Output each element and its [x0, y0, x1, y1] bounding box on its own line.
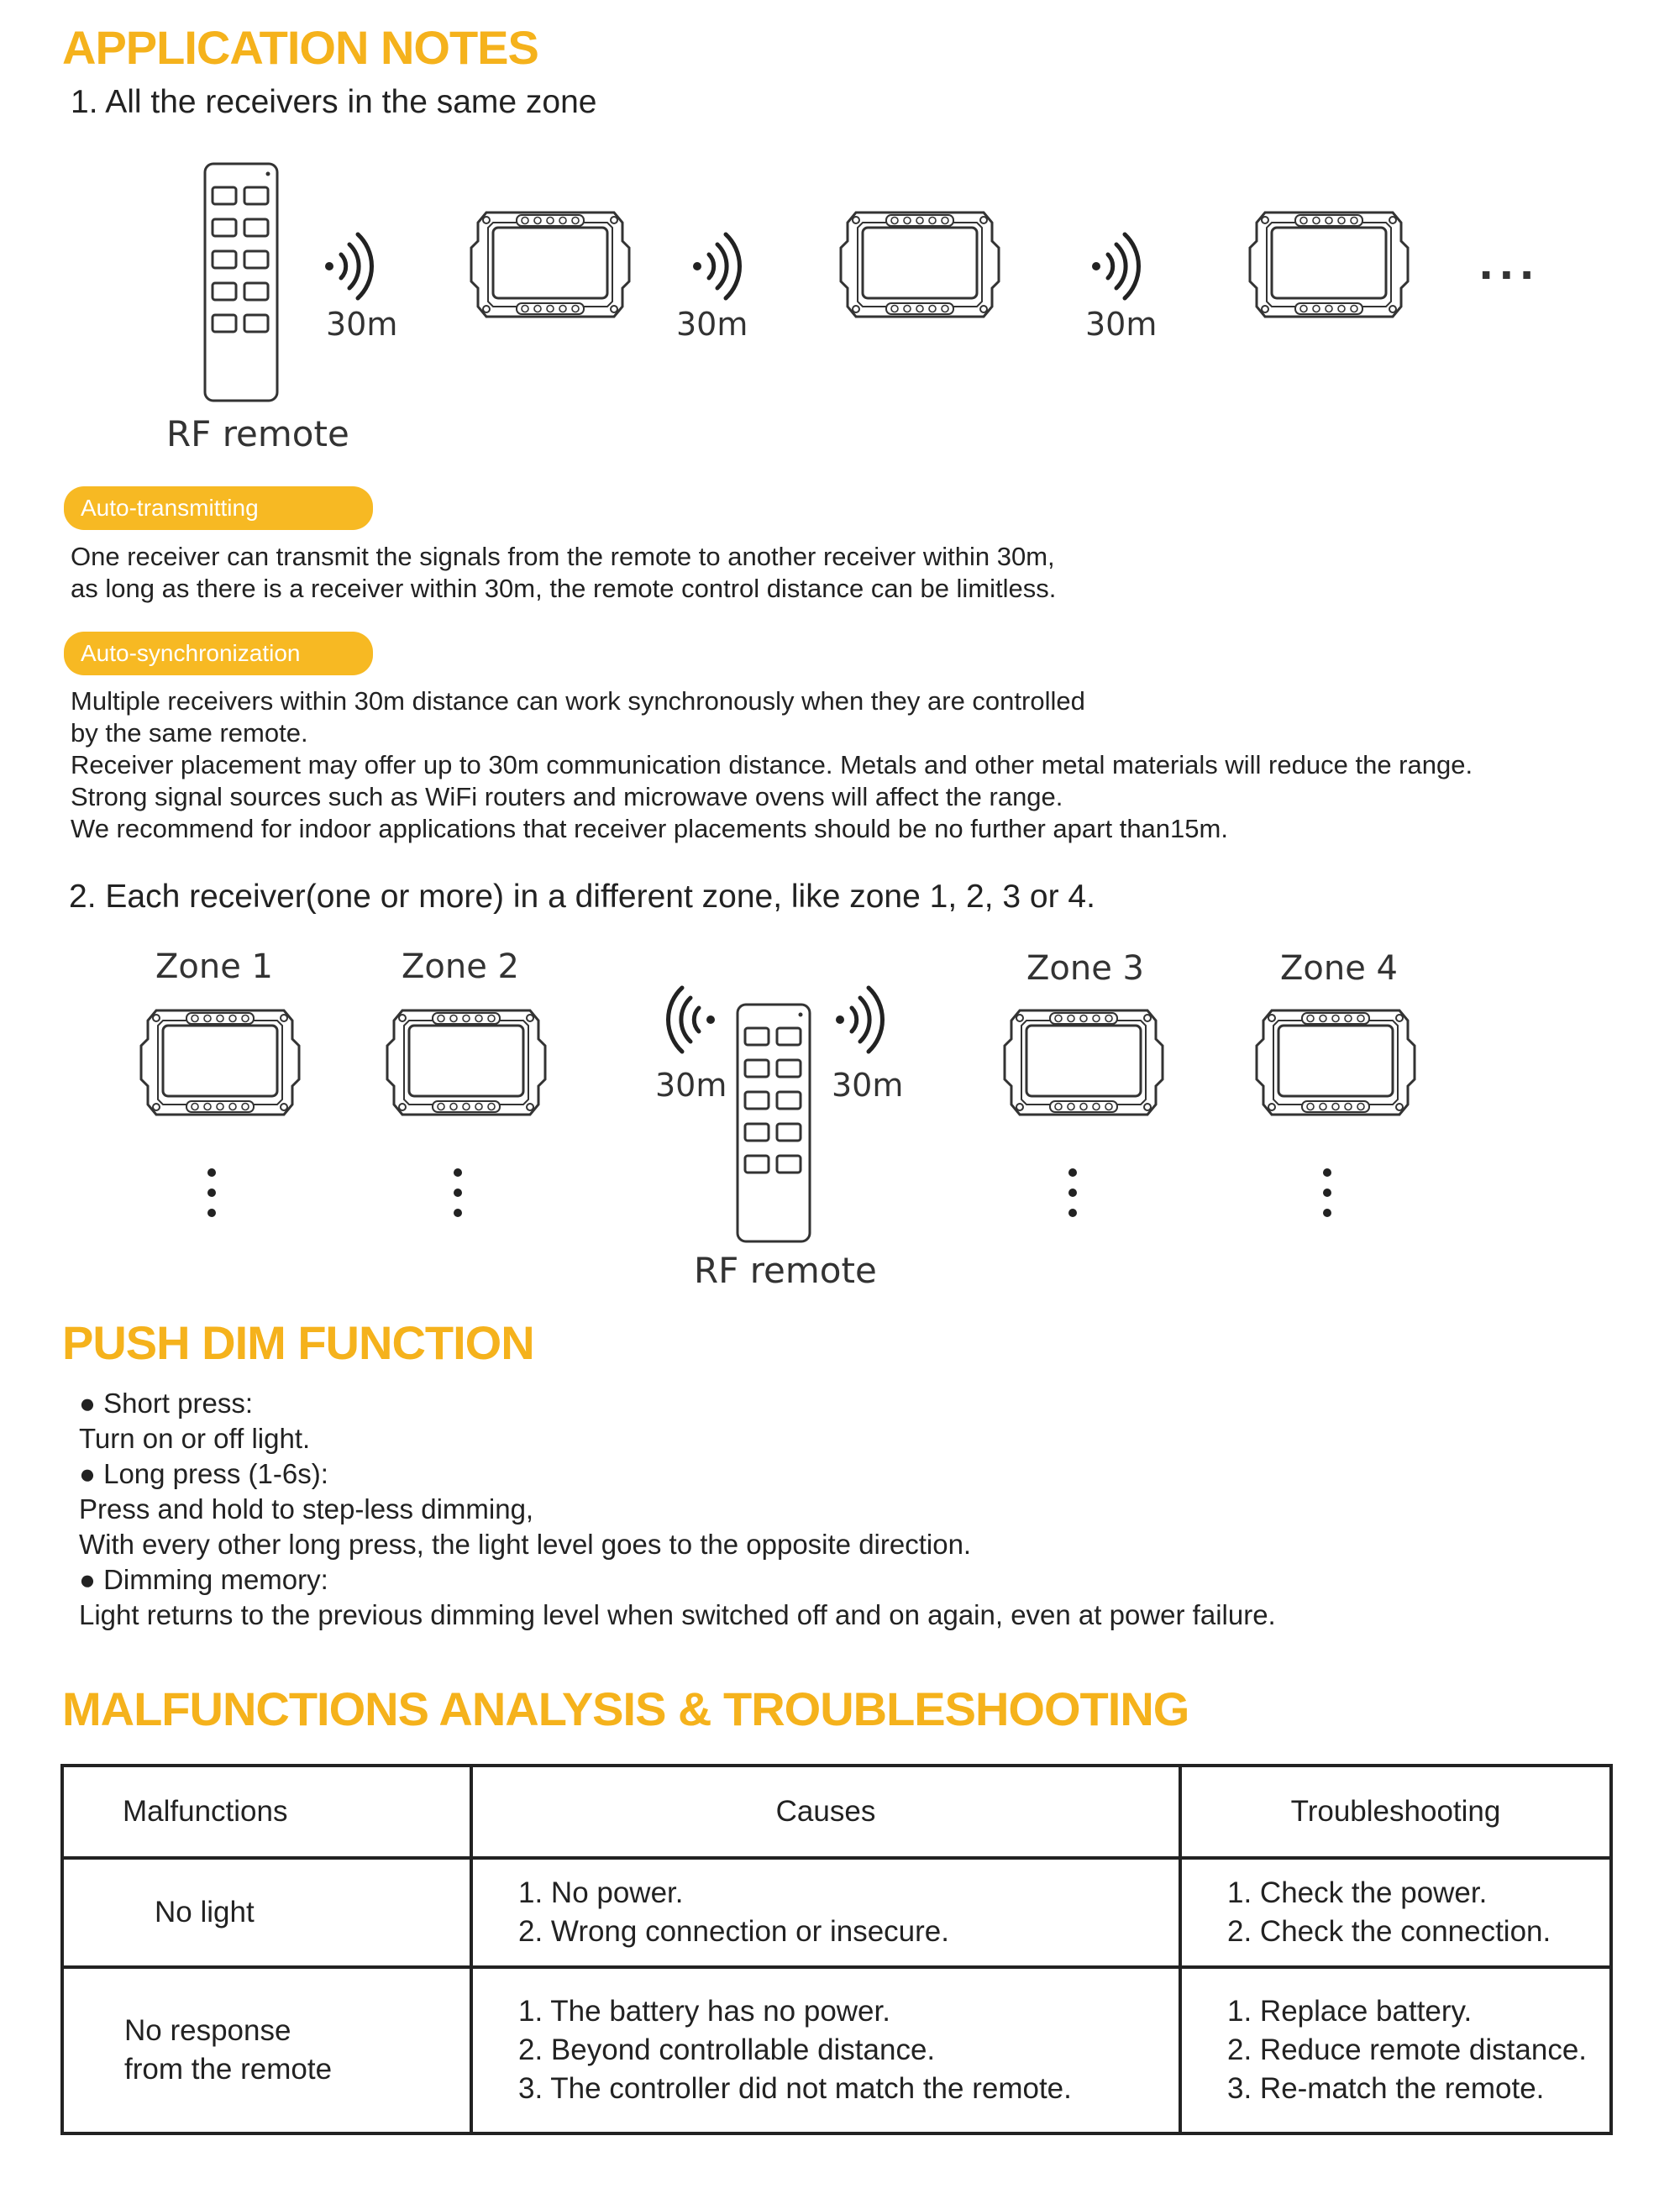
cell-line: 2. Beyond controllable distance.: [518, 2033, 936, 2066]
cell-line: 1. Check the power.: [1227, 1876, 1488, 1909]
distance-label: 30m: [1085, 306, 1158, 343]
push-dim-content: [79, 1386, 1276, 1633]
header-malfunctions: Malfunctions: [62, 1766, 471, 1858]
zone-different-subtitle: 2. Each receiver(one or more) in a different zone, like zone 1, 2, 3 or 4.: [69, 879, 1095, 915]
paragraph-line: as long as there is a receiver within 30m, the remote control distance can be limitless.: [71, 574, 1057, 603]
auto-synchronization-tag: Auto-synchronization: [64, 632, 373, 675]
rf-remote-label: RF remote: [166, 413, 349, 454]
troubleshooting-cell: [1180, 1858, 1611, 1967]
paragraph-line: Strong signal sources such as WiFi routers and microwave ovens will affect the range.: [71, 782, 1063, 811]
table-row: [62, 1967, 1611, 2133]
more-dots-icon: [454, 1168, 462, 1217]
paragraph-line: Receiver placement may offer up to 30m communication distance. Metals and other metal materials will reduce the range.: [71, 750, 1473, 779]
more-dots-icon: [1323, 1168, 1331, 1217]
bullet-heading: ● Dimming memory:: [79, 1564, 328, 1595]
bullet-text: Press and hold to step-less dimming,: [79, 1493, 534, 1524]
zone-same-subtitle: 1. All the receivers in the same zone: [71, 84, 597, 120]
cell-line: 2. Wrong connection or insecure.: [518, 1915, 949, 1948]
troubleshooting-table: [60, 1764, 1613, 2135]
signal-wave-icon: [693, 234, 740, 298]
signal-wave-icon: [1092, 234, 1139, 298]
receiver-icon: [1257, 1010, 1415, 1115]
malfunctions-title: MALFUNCTIONS ANALYSIS & TROUBLESHOOTING: [62, 1682, 1189, 1735]
cell-line: No response: [124, 2014, 291, 2047]
distance-label: 30m: [676, 306, 748, 343]
paragraph-line: Multiple receivers within 30m distance can work synchronously when they are controlled: [71, 686, 1085, 716]
bullet-heading: ● Long press (1-6s):: [79, 1458, 328, 1489]
zone-label: Zone 1: [155, 947, 273, 986]
malfunction-cell: [62, 1967, 471, 2133]
push-dim-title: PUSH DIM FUNCTION: [62, 1316, 534, 1369]
bullet-text: Light returns to the previous dimming level when switched off and on again, even at power failure.: [79, 1599, 1276, 1630]
distance-label-left: 30m: [655, 1067, 727, 1104]
more-dots-icon: [1068, 1168, 1077, 1217]
cell-line: No light: [155, 1896, 255, 1928]
different-zone-diagram: [0, 983, 1680, 1252]
receiver-icon: [841, 213, 999, 317]
zone-label: Zone 4: [1280, 949, 1398, 988]
cell-line: 1. No power.: [518, 1876, 684, 1909]
bullet-text: With every other long press, the light level goes to the opposite direction.: [79, 1529, 972, 1560]
cell-line: 2. Reduce remote distance.: [1227, 2033, 1588, 2066]
troubleshooting-cell: [1180, 1967, 1611, 2133]
cell-line: 1. The battery has no power.: [518, 1995, 890, 2028]
bullet-heading: ● Short press:: [79, 1388, 254, 1419]
application-notes-title: APPLICATION NOTES: [62, 21, 538, 74]
zone-label: Zone 2: [402, 947, 519, 986]
causes-cell: [471, 1858, 1180, 1967]
rf-remote-label: RF remote: [694, 1250, 877, 1291]
cell-line: 1. Replace battery.: [1227, 1995, 1473, 2028]
signal-wave-icon: [668, 988, 715, 1052]
header-troubleshooting: Troubleshooting: [1180, 1766, 1611, 1858]
cell-line: 3. The controller did not match the remote.: [518, 2072, 1072, 2105]
receiver-icon: [1005, 1010, 1163, 1115]
ellipsis-more: ...: [1478, 242, 1540, 289]
malfunction-cell: [62, 1858, 471, 1967]
distance-label-right: 30m: [832, 1067, 904, 1104]
receiver-icon: [387, 1010, 545, 1115]
paragraph-line: One receiver can transmit the signals from the remote to another receiver within 30m,: [71, 542, 1055, 571]
signal-wave-icon: [325, 234, 372, 298]
more-dots-icon: [207, 1168, 216, 1217]
cell-line: 3. Re-match the remote.: [1227, 2072, 1545, 2105]
cell-line: from the remote: [124, 2053, 333, 2086]
rf-remote-icon: [205, 164, 277, 401]
header-causes: Causes: [471, 1766, 1180, 1858]
table-row: [62, 1858, 1611, 1967]
receiver-icon: [141, 1010, 299, 1115]
bullet-text: Turn on or off light.: [79, 1423, 311, 1454]
paragraph-line: We recommend for indoor applications that receiver placements should be no further apart than15m.: [71, 814, 1228, 843]
signal-wave-icon: [836, 988, 883, 1052]
causes-cell: [471, 1967, 1180, 2133]
receiver-icon: [1250, 213, 1408, 317]
receiver-icon: [471, 213, 629, 317]
distance-label: 30m: [326, 306, 398, 343]
cell-line: 2. Check the connection.: [1227, 1915, 1551, 1948]
auto-synchronization-text: [71, 685, 1473, 845]
auto-transmitting-text: [71, 541, 1056, 605]
auto-transmitting-tag: Auto-transmitting: [64, 486, 373, 530]
table-header-row: [62, 1766, 1611, 1858]
zone-label: Zone 3: [1026, 949, 1144, 988]
rf-remote-icon: [738, 1005, 810, 1241]
paragraph-line: by the same remote.: [71, 718, 308, 748]
